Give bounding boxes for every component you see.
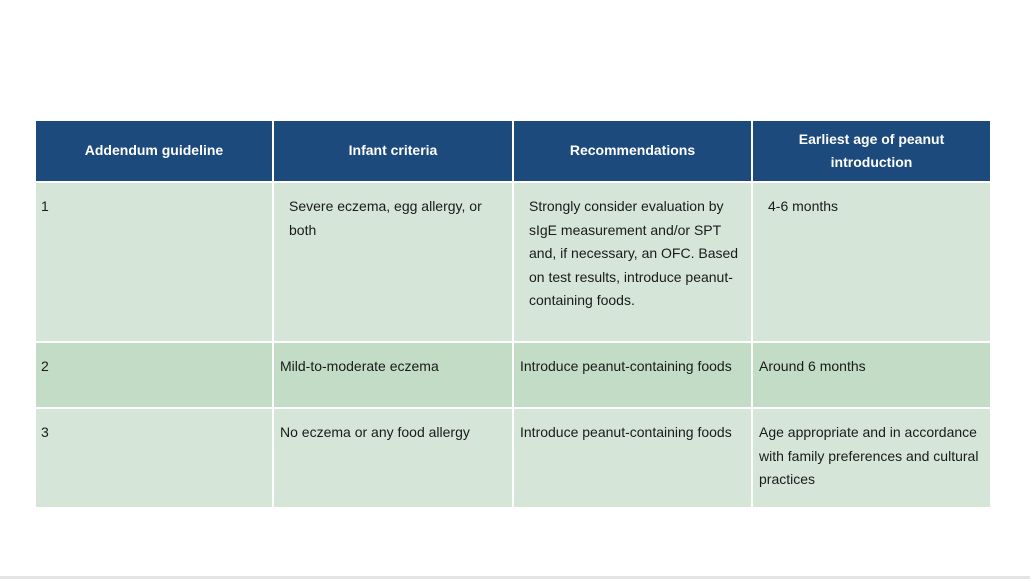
guideline-cell bbox=[35, 342, 273, 408]
earliest-age-text: 4-6 months bbox=[768, 198, 839, 214]
header-infant-criteria: Infant criteria bbox=[273, 120, 513, 182]
recommendation-cell bbox=[513, 408, 752, 508]
criteria-cell bbox=[273, 408, 513, 508]
peanut-guideline-table bbox=[34, 119, 992, 509]
guideline-number: 1 bbox=[41, 198, 49, 214]
criteria-cell bbox=[273, 342, 513, 408]
table-row bbox=[35, 408, 991, 508]
table-header-row bbox=[35, 120, 991, 182]
criteria-text: No eczema or any food allergy bbox=[280, 424, 470, 440]
header-earliest-age: Earliest age of peanut introduction bbox=[752, 120, 991, 182]
table-row bbox=[35, 182, 991, 342]
recommendation-cell bbox=[513, 342, 752, 408]
recommendation-text: Strongly consider evaluation by sIgE measurement and/or SPT and, if necessary, an OFC. Based on test results, introduce peanut-containing foods. bbox=[529, 198, 739, 308]
earliest-age-text: Around 6 months bbox=[759, 358, 866, 374]
header-recommendations: Recommendations bbox=[513, 120, 752, 182]
recommendation-text: Introduce peanut-containing foods bbox=[520, 424, 732, 440]
criteria-cell bbox=[273, 182, 513, 342]
guideline-cell bbox=[35, 408, 273, 508]
earliest-age-text: Age appropriate and in accordance with family preferences and cultural practices bbox=[759, 424, 979, 487]
criteria-text: Severe eczema, egg allergy, or both bbox=[289, 198, 482, 238]
recommendation-text: Introduce peanut-containing foods bbox=[520, 358, 732, 374]
earliest-age-cell bbox=[752, 408, 991, 508]
guideline-cell bbox=[35, 182, 273, 342]
guideline-number: 3 bbox=[41, 424, 49, 440]
earliest-age-cell bbox=[752, 182, 991, 342]
recommendation-cell bbox=[513, 182, 752, 342]
earliest-age-cell bbox=[752, 342, 991, 408]
header-addendum-guideline: Addendum guideline bbox=[35, 120, 273, 182]
guideline-number: 2 bbox=[41, 358, 49, 374]
criteria-text: Mild-to-moderate eczema bbox=[280, 358, 439, 374]
table-row bbox=[35, 342, 991, 408]
